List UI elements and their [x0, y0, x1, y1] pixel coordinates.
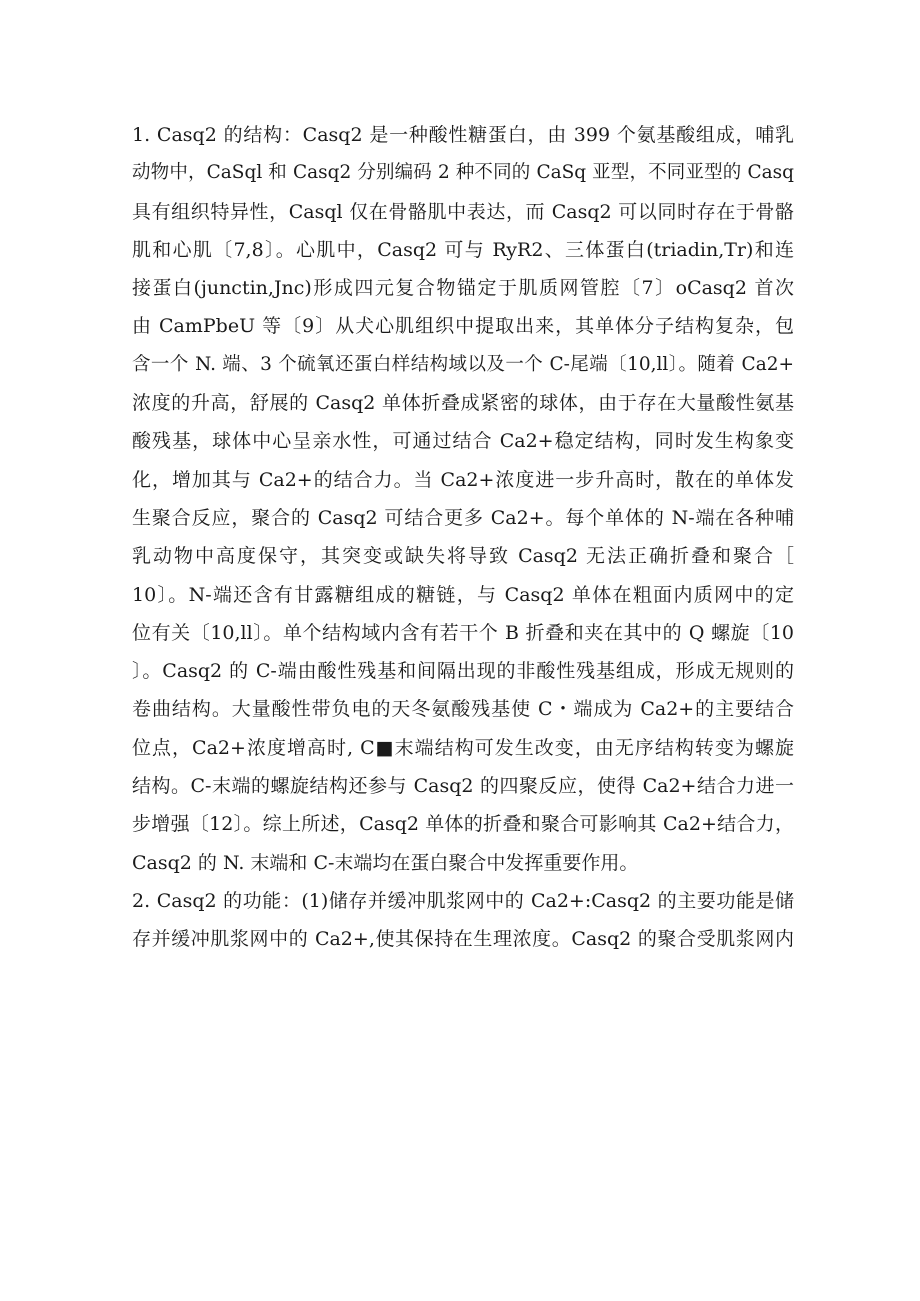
text-line: 乳动物中高度保守，其突变或缺失将导致 Casq2 无法正确折叠和聚合［	[132, 545, 794, 568]
text-line: 结构。C-末端的螺旋结构还参与 Casq2 的四聚反应，使得 Ca2+结合力进一	[132, 775, 794, 798]
text-line: 酸残基，球体中心呈亲水性，可通过结合 Ca2+稳定结构，同时发生构象变	[132, 430, 794, 453]
text-line: 2. Casq2 的功能：(1)储存并缓冲肌浆网中的 Ca2+:Casq2 的主要功能是储	[132, 889, 794, 912]
text-line: 10〕。N-端还含有甘露糖组成的糖链，与 Casq2 单体在粗面内质网中的定	[132, 583, 794, 606]
paragraph-casq2-structure	[132, 116, 794, 882]
text-line: 化，增加其与 Ca2+的结合力。当 Ca2+浓度进一步升高时，散在的单体发	[132, 468, 794, 491]
text-line: 卷曲结构。大量酸性带负电的天冬氨酸残基使 C・端成为 Ca2+的主要结合	[132, 698, 794, 721]
text-line: 1. Casq2 的结构：Casq2 是一种酸性糖蛋白，由 399 个氨基酸组成，哺乳	[132, 124, 794, 146]
text-line: 存并缓冲肌浆网中的 Ca2+,使其保持在生理浓度。Casq2 的聚合受肌浆网内	[132, 928, 794, 951]
document-page	[132, 116, 794, 959]
text-line: 步增强〔12〕。综上所述，Casq2 单体的折叠和聚合可影响其 Ca2+结合力，	[132, 813, 794, 836]
text-line: 〕。Casq2 的 C-端由酸性残基和间隔出现的非酸性残基组成，形成无规则的	[132, 660, 794, 683]
text-line: Casq2 的 N. 末端和 C-末端均在蛋白聚合中发挥重要作用。	[132, 851, 639, 874]
text-line: 接蛋白(junctin,Jnc)形成四元复合物锚定于肌质网管腔〔7〕oCasq2 首次	[132, 277, 794, 300]
text-line: 位有关〔10,ll〕。单个结构域内含有若干个 B 折叠和夹在其中的 Q 螺旋〔10	[132, 621, 794, 644]
text-line: 位点，Ca2+浓度增高时, C■末端结构可发生改变，由无序结构转变为螺旋	[132, 736, 794, 759]
text-line: 肌和心肌〔7,8〕。心肌中，Casq2 可与 RyR2、三体蛋白(triadin,Tr)和连	[132, 238, 794, 261]
text-line: 动物中，CaSql 和 Casq2 分别编码 2 种不同的 CaSq 亚型，不同亚型的 Casq	[132, 162, 794, 184]
text-line: 具有组织特异性，Casql 仅在骨骼肌中表达，而 Casq2 可以同时存在于骨骼	[132, 200, 794, 223]
text-line: 由 CamPbeU 等〔9〕从犬心肌组织中提取出来，其单体分子结构复杂，包	[132, 315, 794, 338]
text-line: 生聚合反应，聚合的 Casq2 可结合更多 Ca2+。每个单体的 N-端在各种哺	[132, 506, 794, 529]
paragraph-casq2-function	[132, 882, 794, 959]
text-line: 浓度的升高，舒展的 Casq2 单体折叠成紧密的球体，由于存在大量酸性氨基	[132, 392, 794, 415]
text-line: 含一个 N. 端、3 个硫氧还蛋白样结构域以及一个 C-尾端〔10,ll〕。随着 Ca2+	[132, 353, 794, 375]
